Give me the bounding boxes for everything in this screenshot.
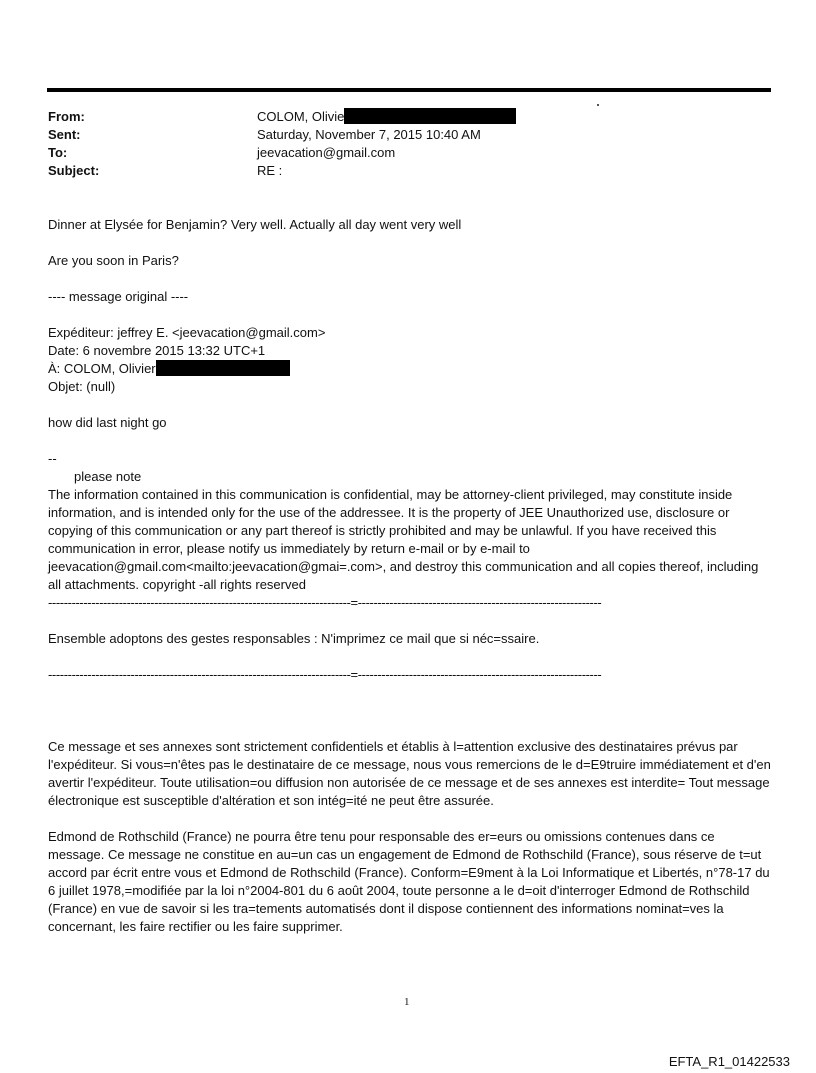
edmond-notice: Edmond de Rothschild (France) ne pourra être tenu pour responsable des er=eurs ou omissions contenues dans ce message. Ce message ne constitue en au=un cas un engagement de Edmond de Rothschild (France), sous réserve de t=ut accord par écrit entre vous et Edmond de Rothschild (France). Conform=E9ment à la Loi Informatique et Libertés, n°78-17 du 6 juillet 1978,=modifiée par la loi n°2004-801 du 6 août 2004, toute personne a le d=oit d'interroger Edmond de Rothschild (France) en vue de savoir si les tra=tements automatisés dont il dispose contiennent des informations nominat=ves la concernant, les faire rectifier ou les faire supprimer. <box>48 829 770 934</box>
speck <box>597 104 599 106</box>
reply-line-1: Dinner at Elysée for Benjamin? Very well. Actually all day went very well <box>48 217 462 232</box>
sent-value: Saturday, November 7, 2015 10:40 AM <box>257 127 481 142</box>
ensemble-note: Ensemble adoptons des gestes responsables : N'imprimez ce mail que si néc=ssaire. <box>48 631 540 646</box>
orig-text: how did last night go <box>48 415 167 430</box>
separator-1: -----------------------------------------------------------------------------=-------------------------------------------------------------- <box>48 595 602 610</box>
reply-line-2: Are you soon in Paris? <box>48 253 179 268</box>
orig-subject: Objet: (null) <box>48 379 116 394</box>
separator-2: -----------------------------------------------------------------------------=-------------------------------------------------------------- <box>48 667 602 682</box>
orig-from: Expéditeur: jeffrey E. <jeevacation@gmail.com> <box>48 325 326 340</box>
original-message-divider: ---- message original ---- <box>48 289 189 304</box>
please-note: please note <box>74 469 142 484</box>
subject-row <box>48 162 516 180</box>
to-label: To: <box>48 145 68 160</box>
sent-row <box>48 126 516 144</box>
from-row <box>48 108 516 126</box>
subject-label: Subject: <box>48 163 100 178</box>
confidentiality-notice: Ce message et ses annexes sont strictement confidentiels et établis à l=attention exclusive des destinataires prévus par l'expéditeur. Si vous=n'êtes pas le destinataire de ce message, nous vous remercions de le d=E9truire immédiatement et d'en avertir l'expéditeur. Toute utilisation=ou diffusion non autorisée de ce message et de ses annexes est interdite= Tout message électronique est susceptible d'altération et son intég=ité ne peut être assurée. <box>48 739 771 808</box>
sent-label: Sent: <box>48 127 81 142</box>
email-body <box>48 216 772 936</box>
subject-value: RE : <box>257 163 283 178</box>
redaction-box <box>344 108 516 124</box>
orig-to: À: COLOM, Olivier <box>48 361 156 376</box>
header-rule <box>47 88 771 92</box>
disclaimer: The information contained in this communication is confidential, may be attorney-client privileged, may constitute inside information, and is intended only for the use of the addressee. It is the property of JEE Unauthorized use, disclosure or copying of this communication or any part thereof is strictly prohibited and may be unlawful. If you have received this communication in error, please notify us immediately by return e-mail or by e-mail to jeevacation@gmail.com<mailto:jeevacation@gmai=.com>, and destroy this communication and all copies thereof, including all attachments. copyright -all rights reserved <box>48 487 759 592</box>
to-row <box>48 144 516 162</box>
page-number: 1 <box>404 996 410 1008</box>
orig-date: Date: 6 novembre 2015 13:32 UTC+1 <box>48 343 266 358</box>
from-value: COLOM, Olivie <box>257 109 345 124</box>
email-header <box>48 108 516 180</box>
to-value: jeevacation@gmail.com <box>257 145 396 160</box>
signature-dash: -- <box>48 451 57 466</box>
from-label: From: <box>48 109 85 124</box>
document-id: EFTA_R1_01422533 <box>668 1054 790 1069</box>
redaction-box <box>156 360 290 376</box>
